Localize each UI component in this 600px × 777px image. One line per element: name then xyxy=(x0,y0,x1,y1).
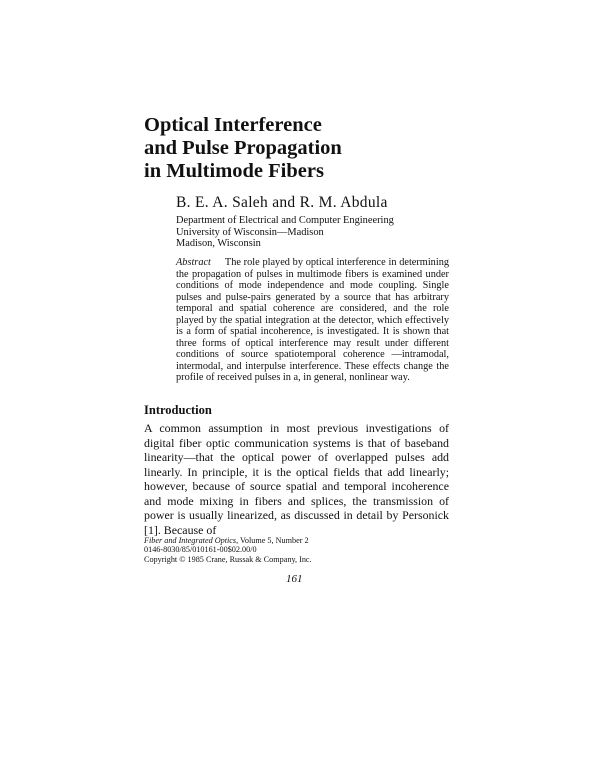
publication-footer xyxy=(144,536,312,564)
title-line-3: in Multimode Fibers xyxy=(144,160,324,182)
paper-title xyxy=(144,114,464,183)
abstract-label: Abstract xyxy=(176,257,211,268)
title-line-2: and Pulse Propagation xyxy=(144,137,342,159)
authors: B. E. A. Saleh and R. M. Abdula xyxy=(176,194,388,211)
affiliation-line-3: Madison, Wisconsin xyxy=(176,238,261,250)
journal-volume: , Volume 5, Number 2 xyxy=(236,536,309,545)
abstract-text: The role played by optical interference in determining the propagation of pulses in multimode fibers is examined under conditions of mode independence and mode coupling. Single pulses and pulse-pairs generated by a source that has arbitrary temporal and spatial coherence are considered, and the role played by the spatial integration at the detector, which effectively is a form of spatial incoherence, is investigated. It is shown that three forms of optical interference may result under different conditions of source spatiotemporal coherence —intramodal, intermodal, and interpulse interference. These effects change the profile of received pulses in a, in general, nonlinear way. xyxy=(176,257,449,384)
footer-copyright: Copyright © 1985 Crane, Russak & Company, Inc. xyxy=(144,554,312,564)
title-line-1: Optical Interference xyxy=(144,114,322,136)
affiliation-line-1: Department of Electrical and Computer Engineering xyxy=(176,215,394,226)
footer-issn: 0146-8030/85/010161-00$02.00/0 xyxy=(144,545,257,555)
affiliation xyxy=(176,215,394,250)
abstract xyxy=(176,257,449,384)
section-heading-introduction: Introduction xyxy=(144,403,212,417)
journal-name: Fiber and Integrated Optics xyxy=(144,536,237,545)
introduction-body: A common assumption in most previous investigations of digital fiber optic communication systems is that of baseband linearity—that the optical power of overlapped pulses add linearly. In principle, it is the optical fields that add linearly; however, because of source spatial and temporal incoherence and mode mixing in fibers and splices, the transmission of power is usually linearized, as discussed in detail by Personick [1]. Because of xyxy=(144,421,449,537)
affiliation-line-2: University of Wisconsin—Madison xyxy=(176,226,324,238)
page-number: 161 xyxy=(286,573,303,585)
footer-journal-line xyxy=(144,536,312,545)
